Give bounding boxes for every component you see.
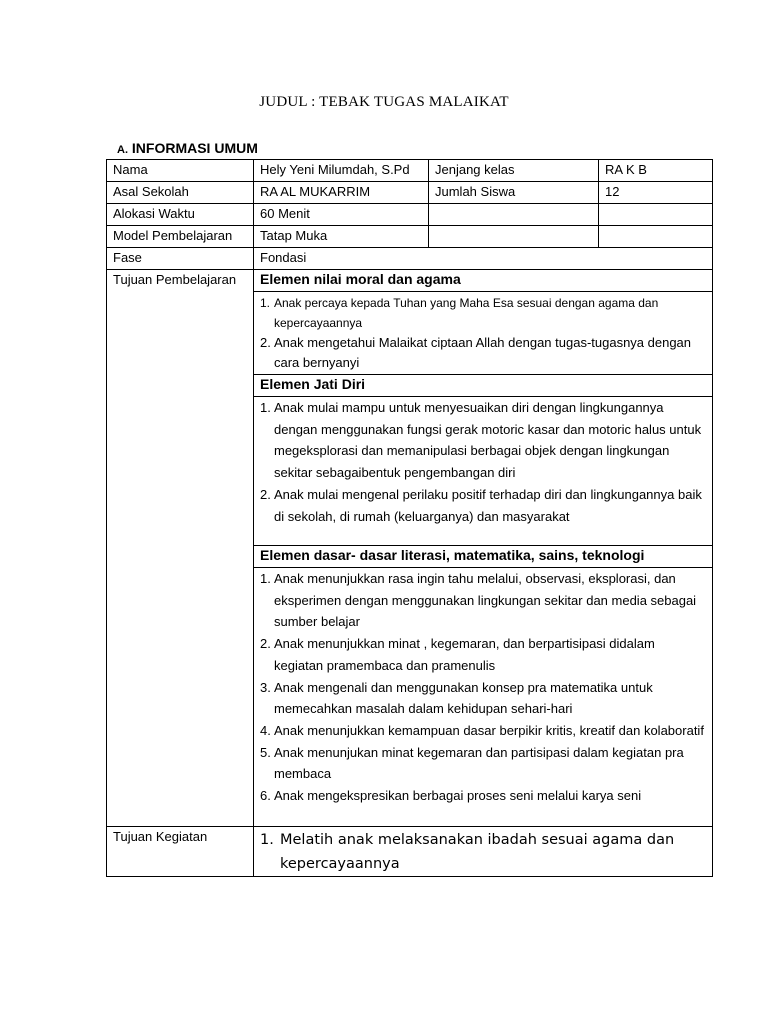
list-cell bbox=[254, 292, 713, 375]
element-heading: Elemen dasar- dasar literasi, matematika, sains, teknologi bbox=[254, 546, 713, 568]
list-item: 2. Anak mengetahui Malaikat ciptaan Allah dengan tugas-tugasnya dengan cara bernyanyi bbox=[260, 335, 692, 370]
document-title: JUDUL : TEBAK TUGAS MALAIKAT bbox=[259, 94, 509, 110]
table-row bbox=[107, 248, 713, 270]
list-item: 1. Anak mulai mampu untuk menyesuaikan diri dengan lingkungannya dengan menggunakan fungsi gerak motoric kasar dan motoric halus untuk megeksplorasi dan memanipulasi berbagai objek dengan lingkungan sekitar sebagaibentuk pengembangan diri bbox=[260, 400, 702, 481]
objective-list bbox=[260, 293, 706, 373]
list-item: 1. Anak menunjukkan rasa ingin tahu melalui, observasi, eksplorasi, dan eksperimen dengan menggunakan lingkungan sekitar dan media sebagai sumber belajar bbox=[260, 571, 697, 630]
objective-list bbox=[260, 397, 706, 527]
list-cell bbox=[254, 827, 713, 877]
label-cell: Jumlah Siswa bbox=[429, 182, 599, 204]
value-cell: RA K B bbox=[599, 160, 713, 182]
label-cell: Tujuan Pembelajaran bbox=[107, 270, 254, 827]
list-cell bbox=[254, 568, 713, 827]
label-cell: Alokasi Waktu bbox=[107, 204, 254, 226]
activity-goal-list bbox=[260, 827, 706, 876]
value-cell: 60 Menit bbox=[254, 204, 429, 226]
label-cell: Tujuan Kegiatan bbox=[107, 827, 254, 877]
list-item: 4. Anak menunjukkan kemampuan dasar berpikir kritis, kreatif dan kolaboratif bbox=[260, 722, 704, 738]
value-cell: 12 bbox=[599, 182, 713, 204]
list-item: 6. Anak mengekspresikan berbagai proses seni melalui karya seni bbox=[260, 788, 642, 804]
list-item: 2. Anak mulai mengenal perilaku positif terhadap diri dan lingkungannya baik di sekolah, di rumah (keluarganya) dan masyarakat bbox=[260, 486, 702, 524]
list-item: 3. Anak mengenali dan menggunakan konsep pra matematika untuk memecahkan masalah dalam kehidupan sehari-hari bbox=[260, 679, 653, 717]
label-cell: Fase bbox=[107, 248, 254, 270]
element-heading: Elemen Jati Diri bbox=[254, 375, 713, 397]
element-heading: Elemen nilai moral dan agama bbox=[254, 270, 713, 292]
table-row bbox=[107, 160, 713, 182]
empty-cell bbox=[429, 226, 599, 248]
label-cell: Nama bbox=[107, 160, 254, 182]
value-cell: Hely Yeni Milumdah, S.Pd bbox=[254, 160, 429, 182]
section-heading bbox=[117, 140, 258, 156]
label-cell: Model Pembelajaran bbox=[107, 226, 254, 248]
objective-list bbox=[260, 568, 706, 807]
value-cell: Fondasi bbox=[254, 248, 713, 270]
value-cell: Tatap Muka bbox=[254, 226, 429, 248]
table-row bbox=[107, 204, 713, 226]
empty-cell bbox=[599, 204, 713, 226]
info-table bbox=[106, 159, 713, 877]
table-row bbox=[107, 182, 713, 204]
section-title: INFORMASI UMUM bbox=[131, 140, 258, 156]
value-cell: RA AL MUKARRIM bbox=[254, 182, 429, 204]
empty-cell bbox=[429, 204, 599, 226]
label-cell: Asal Sekolah bbox=[107, 182, 254, 204]
list-item: 1. Anak percaya kepada Tuhan yang Maha Esa sesuai dengan agama dan kepercayaannya bbox=[260, 296, 659, 330]
list-item: 5. Anak menunjukan minat kegemaran dan partisipasi dalam kegiatan pra membaca bbox=[260, 744, 684, 782]
list-item: 2. Anak menunjukkan minat , kegemaran, dan berpartisipasi didalam kegiatan pramembaca dan pramenulis bbox=[260, 636, 655, 673]
table-row bbox=[107, 827, 713, 877]
empty-cell bbox=[599, 226, 713, 248]
section-letter: A. bbox=[117, 144, 128, 156]
table-row bbox=[107, 226, 713, 248]
label-cell: Jenjang kelas bbox=[429, 160, 599, 182]
list-item: 1. Melatih anak melaksanakan ibadah sesuai agama dan kepercayaannya bbox=[260, 832, 675, 872]
table-row bbox=[107, 270, 713, 292]
list-cell bbox=[254, 397, 713, 546]
